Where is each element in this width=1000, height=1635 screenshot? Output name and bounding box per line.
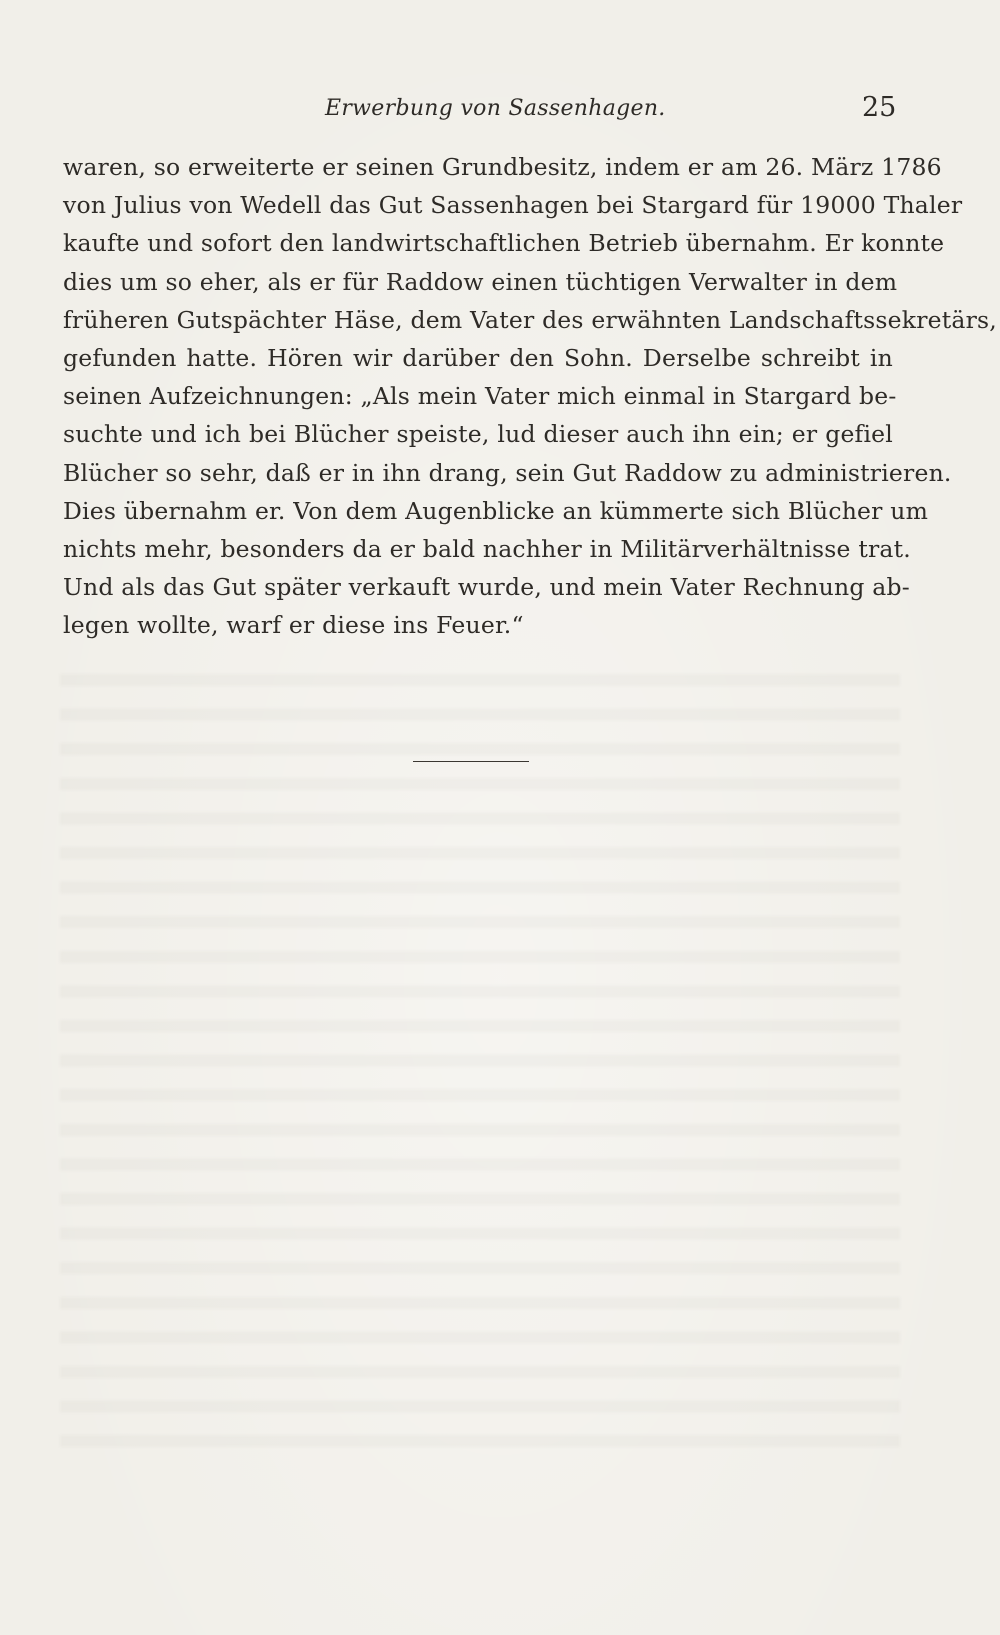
text-line: waren, so erweiterte er seinen Grundbesitz, indem er am 26. März 1786 (63, 153, 942, 181)
body-paragraph (63, 148, 997, 644)
running-header (0, 92, 1000, 132)
text-line: Dies übernahm er. Von dem Augenblicke an kümmerte sich Blücher um (63, 496, 929, 525)
running-title: Erwerbung von Sassenhagen. (325, 96, 666, 121)
text-line: gefunden hatte. Hören wir darüber den Sohn. Derselbe schreibt in (63, 343, 893, 372)
text-line: Blücher so sehr, daß er in ihn drang, sein Gut Raddow zu administrieren. (63, 458, 952, 487)
text-line: früheren Gutspächter Häse, dem Vater des erwähnten Landschaftssekretärs, (63, 305, 997, 334)
text-line: Und als das Gut später verkauft wurde, und mein Vater Rechnung ab- (63, 573, 910, 602)
show-through-texture (60, 660, 900, 1460)
text-line-last: legen wollte, warf er diese ins Feuer.“ (63, 611, 524, 640)
text-line: suchte und ich bei Blücher speiste, lud dieser auch ihn ein; er gefiel (63, 420, 893, 449)
section-divider (413, 761, 529, 762)
text-line: seinen Aufzeichnungen: „Als mein Vater mich einmal in Stargard be- (63, 382, 897, 411)
text-line: dies um so eher, als er für Raddow einen tüchtigen Verwalter in dem (63, 267, 898, 296)
page-number: 25 (862, 92, 897, 123)
text-line: kaufte und sofort den landwirtschaftlichen Betrieb übernahm. Er konnte (63, 229, 945, 258)
text-line: von Julius von Wedell das Gut Sassenhagen bei Stargard für 19000 Thaler (63, 191, 963, 220)
text-line: nichts mehr, besonders da er bald nachher in Militärverhältnisse trat. (63, 534, 911, 563)
